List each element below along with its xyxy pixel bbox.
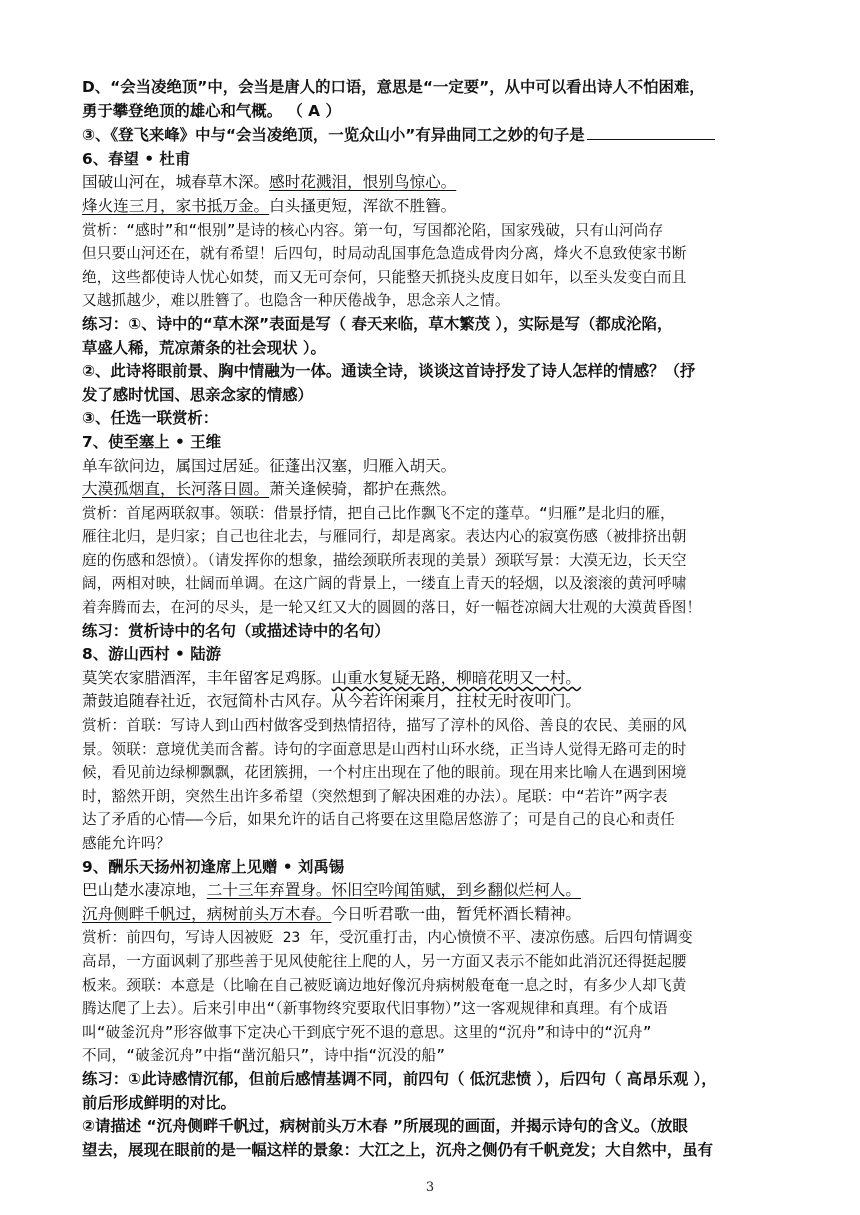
analysis-line: 候，看见前边绿柳飘飘，花团簇拥，一个村庄出现在了他的眼前。现在用来比喻人在遇到困境 <box>82 764 687 782</box>
exercise-line: 前后形成鲜明的对比。 <box>82 1093 236 1112</box>
poem-line: 单车欲问边，属国过居延。征蓬出汉塞，归雁入胡天。 <box>82 456 457 475</box>
poem-line: 沉舟侧畔千帆过，病树前头万木春。今日听君歌一曲，暂凭杯酒长精神。 <box>82 904 582 923</box>
analysis-line: 板来。颈联：本意是（比喻在自己被贬谪边地好像沉舟病树般奄奄一息之时，有多少人却飞黄 <box>82 976 687 994</box>
analysis-line: 阔，两相对映，壮阔而单调。在这广阔的背景上，一缕直上青天的轻烟，以及滚滚的黄河呼啸 <box>82 575 687 593</box>
exercise-line: 发了感时忧国、思亲念家的情感） <box>82 385 313 404</box>
option-d-line: D、“会当凌绝顶”中，会当是唐人的口语，意思是“一定要”，从中可以看出诗人不怕困难， <box>82 78 705 96</box>
question-text: ③、《登飞来峰》中与“会当凌绝顶，一览众山小”有异曲同工之妙的句子是 <box>82 126 585 145</box>
analysis-line: 感能允许吗？ <box>82 835 171 852</box>
exercise-line: 练习：赏析诗中的名句（或描述诗中的名句） <box>82 621 390 640</box>
poem-line: 大漠孤烟直，长河落日圆。萧关逢候骑，都护在燕然。 <box>82 480 457 499</box>
poem-line: 国破山河在，城春草木深。感时花溅泪，恨别鸟惊心。 <box>82 173 457 192</box>
poem-title-7: 7、使至塞上 • 王维 <box>82 432 221 451</box>
analysis-line: 但只要山河还在，就有希望！后四句，时局动乱国事危急造成骨肉分离，烽火不息致使家书断 <box>82 245 687 263</box>
analysis-line: 叫“破釜沉舟”形容做事下定决心干到底宁死不退的意思。这里的“沉舟”和诗中的“沉舟” <box>82 1023 652 1041</box>
document-page <box>82 76 782 1162</box>
analysis-line: 腾达爬了上去）。后来引申出“（新事物终究要取代旧事物）”这一客观规律和真理。有个成语 <box>82 1000 668 1018</box>
exercise-line: ③、任选一联赏析： <box>82 409 219 428</box>
underlined-verse: 沉舟侧畔千帆过，病树前头万木春。 <box>82 904 332 923</box>
poem-title-6: 6、春望 • 杜甫 <box>82 149 191 168</box>
analysis-line: 时，豁然开朗，突然生出许多希望（突然想到了解决困难的办法）。尾联：中“若许”两字表 <box>82 787 668 805</box>
analysis-line: 绝，这些都使诗人忧心如焚，而又无可奈何，只能整天抓挠头皮度日如年，以至头发变白而且 <box>82 268 687 286</box>
exercise-line: 练习：①、诗中的“草木深”表面是写（ 春天来临，草木繁茂 ），实际是写（都成沦陷， <box>82 314 673 333</box>
answer-blank <box>587 123 715 140</box>
analysis-line: 不同，“破釜沉舟”中指“凿沉船只”，诗中指“沉没的船” <box>82 1047 446 1065</box>
analysis-line: 赏析：首联：写诗人到山西村做客受到热情招待，描写了淳朴的风俗、善良的农民、美丽的风 <box>82 717 687 735</box>
underlined-verse: 山重水复疑无路，柳暗花明又一村。 <box>331 668 582 687</box>
poem-line: 烽火连三月，家书抵万金。白头搔更短，浑欲不胜簪。 <box>82 196 457 215</box>
analysis-line: 赏析：首尾两联叙事。领联：借景抒情，把自己比作飘飞不定的蓬草。“归雁”是北归的雁， <box>82 504 675 522</box>
page-number: 3 <box>425 1180 435 1195</box>
exercise-line: 练习：①此诗感情沉郁，但前后感情基调不同，前四句（ 低沉悲愤 ），后四句（ 高昂乐观 ）， <box>82 1069 717 1088</box>
exercise-line: 草盛人稀，荒凉萧条的社会现状 ）。 <box>82 338 326 357</box>
analysis-line: 赏析：“感时”和“恨别”是诗的核心内容。第一句，写国都沦陷，国家残破，只有山河尚存 <box>82 221 664 239</box>
analysis-line: 又越抓越少，难以胜簪了。也隐含一种厌倦战争，思念亲人之情。 <box>82 292 510 310</box>
poem-line: 巴山楚水凄凉地，二十三年弃置身。怀旧空吟闻笛赋，到乡翻似烂柯人。 <box>82 881 582 900</box>
analysis-line: 庭的伤感和怨愤）。（请发挥你的想象，描绘颈联所表现的美景）颈联写景：大漠无边，长天空 <box>82 551 687 569</box>
poem-line: 莫笑农家腊酒浑，丰年留客足鸡豚。山重水复疑无路，柳暗花明又一村。 <box>82 668 582 687</box>
answer-line: 勇于攀登绝顶的雄心和气概。 （ A ） <box>82 101 341 120</box>
question-line <box>82 123 782 148</box>
poem-title-8: 8、游山西村 • 陆游 <box>82 645 221 664</box>
analysis-line: 景。领联：意境优美而含蓄。诗句的字面意思是山西村山环水绕，正当诗人觉得无路可走的时 <box>82 740 687 758</box>
analysis-line: 雁往北归，是归家；自己也往北去，与雁同行，却是离家。表达内心的寂寞伤感（被排挤出朝 <box>82 528 687 546</box>
analysis-line: 赏析：前四句，写诗人因被贬 23 年，受沉重打击，内心愤愤不平、凄凉伤感。后四句情调变 <box>82 929 693 947</box>
analysis-line: 达了矛盾的心情——今后，如果允许的话自己将要在这里隐居悠游了；可是自己的良心和责任 <box>82 811 675 829</box>
underlined-verse: 二十三年弃置身。怀旧空吟闻笛赋，到乡翻似烂柯人。 <box>206 881 582 900</box>
poem-title-9: 9、酬乐天扬州初逢席上见赠 • 刘禹锡 <box>82 857 345 876</box>
underlined-verse: 大漠孤烟直，长河落日圆。 <box>82 480 270 499</box>
exercise-line: ②、此诗将眼前景、胸中情融为一体。通读全诗，谈谈这首诗抒发了诗人怎样的情感？（抒 <box>82 362 696 381</box>
analysis-line: 高昂，一方面讽刺了那些善于见风使舵往上爬的人，另一方面又表示不能如此消沉还得挺起腰 <box>82 952 687 970</box>
analysis-line: 着奔腾而去，在河的尽头，是一轮又红又大的圆圆的落日，好一幅苍凉阔大壮观的大漠黄昏图！ <box>82 599 702 617</box>
exercise-line: ②请描述 “沉舟侧畔千帆过，病树前头万木春 ”所展现的画面，并揭示诗句的含义。（放眼 <box>82 1117 688 1136</box>
underlined-verse: 感时花溅泪，恨别鸟惊心。 <box>269 173 457 192</box>
underlined-verse: 烽火连三月，家书抵万金。 <box>82 196 270 215</box>
exercise-line: 望去，展现在眼前的是一幅这样的景象：大江之上，沉舟之侧仍有千帆竞发；大自然中，虽有 <box>82 1140 714 1159</box>
poem-line: 萧鼓追随春社近，衣冠简朴古风存。从今若许闲乘月，拄杖无时夜叩门。 <box>82 692 582 711</box>
